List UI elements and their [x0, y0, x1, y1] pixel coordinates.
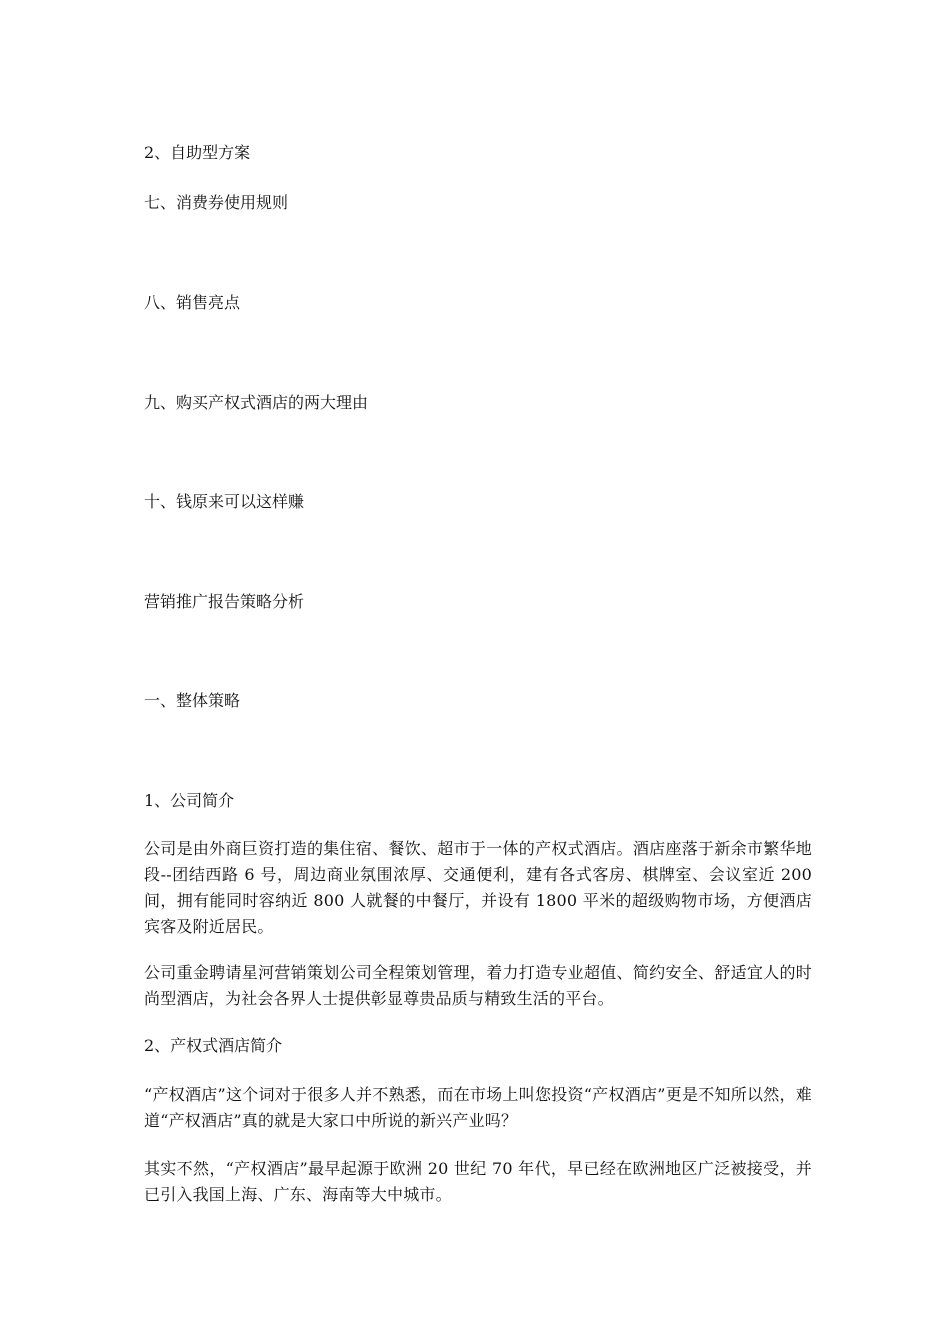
heading-coupon-rules: 七、消费券使用规则 [144, 193, 289, 212]
paragraph-company-planning: 公司重金聘请星河营销策划公司全程策划管理，着力打造专业超值、简约安全、舒适宜人的时尚型酒店，为社会各界人士提供彰显尊贵品质与精致生活的平台。 [144, 963, 812, 1008]
heading-two-reasons: 九、购买产权式酒店的两大理由 [144, 393, 369, 412]
heading-company-intro: 1、公司简介 [144, 791, 235, 810]
heading-earn-money: 十、钱原来可以这样赚 [144, 492, 305, 511]
heading-overall-strategy: 一、整体策略 [144, 691, 241, 710]
paragraph-hotel-origin: 其实不然，“产权酒店”最早起源于欧洲 20 世纪 70 年代，早已经在欧洲地区广泛被接受，并已引入我国上海、广东、海南等大中城市。 [144, 1159, 812, 1204]
heading-sales-highlights: 八、销售亮点 [144, 293, 241, 312]
paragraph-company-intro: 公司是由外商巨资打造的集住宿、餐饮、超市于一体的产权式酒店。酒店座落于新余市繁华地段--团结西路 6 号，周边商业氛围浓厚、交通便利，建有各式客房、棋牌室、会议室近 200 间，拥有能同时容纳近 800 人就餐的中餐厅，并设有 1800 平米的超级购物市场，方便酒店宾客及附近居民。 [144, 839, 812, 936]
section-title-marketing-strategy: 营销推广报告策略分析 [144, 592, 305, 611]
heading-hotel-intro: 2、产权式酒店简介 [144, 1036, 283, 1055]
item-self-service-plan: 2、自助型方案 [144, 143, 251, 162]
paragraph-hotel-concept: “产权酒店”这个词对于很多人并不熟悉，而在市场上叫您投资“产权酒店”更是不知所以然，难道“产权酒店”真的就是大家口中所说的新兴产业吗？ [144, 1085, 812, 1130]
